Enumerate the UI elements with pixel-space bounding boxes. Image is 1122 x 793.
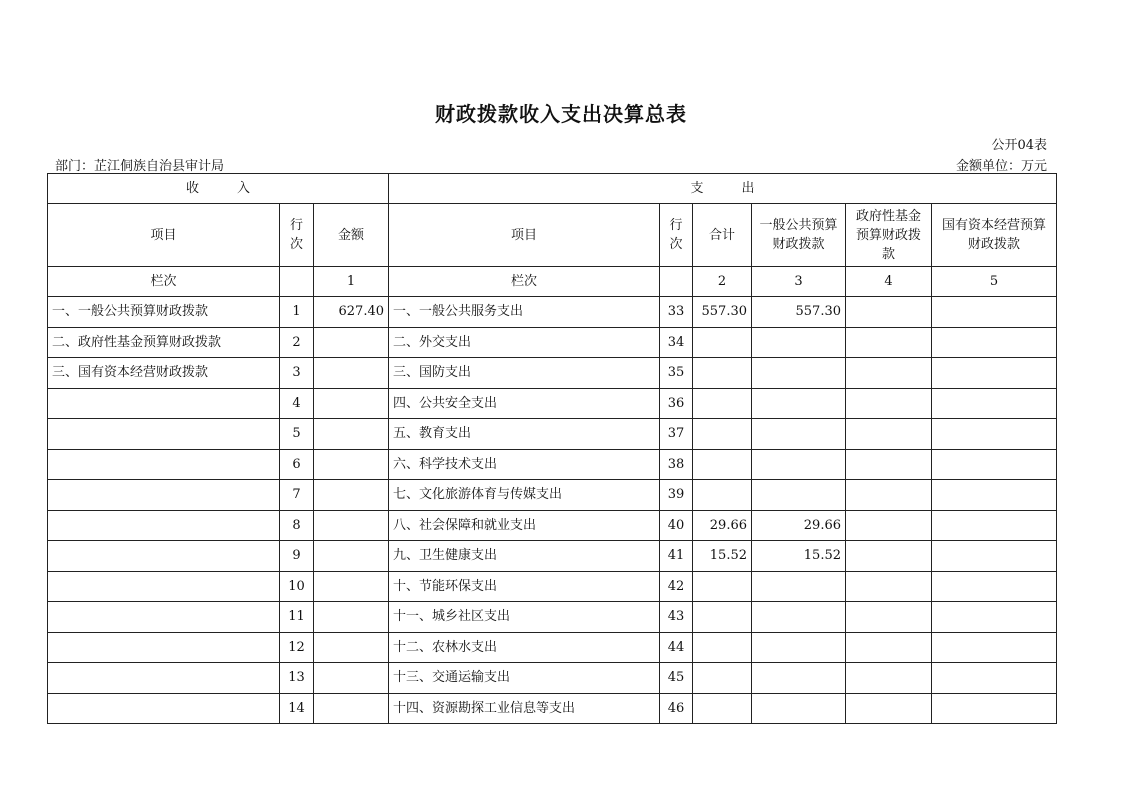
expense-row-no-cell: 37 — [660, 419, 693, 450]
income-row-no-cell: 9 — [280, 541, 314, 572]
income-amount-cell — [314, 327, 389, 358]
expense-row-no-cell: 45 — [660, 663, 693, 694]
income-item-cell — [48, 480, 280, 511]
state-capital-cell — [932, 663, 1057, 694]
gov-fund-cell — [846, 327, 932, 358]
gov-fund-cell — [846, 419, 932, 450]
gov-fund-cell — [846, 510, 932, 541]
income-row-no-cell: 4 — [280, 388, 314, 419]
expense-row-no-cell: 42 — [660, 571, 693, 602]
general-budget-cell — [752, 602, 846, 633]
income-amount-cell — [314, 510, 389, 541]
column-index-capital: 5 — [932, 267, 1057, 297]
gov-fund-cell — [846, 602, 932, 633]
expense-row-no-cell: 46 — [660, 693, 693, 724]
gov-fund-cell — [846, 541, 932, 572]
table-row — [48, 419, 1057, 450]
state-capital-cell — [932, 449, 1057, 480]
state-capital-cell — [932, 571, 1057, 602]
expense-row-no-cell: 39 — [660, 480, 693, 511]
table-row — [48, 327, 1057, 358]
expense-row-no-header: 行次 — [660, 204, 693, 267]
table-row — [48, 632, 1057, 663]
income-item-cell — [48, 693, 280, 724]
expense-item-cell: 七、文化旅游体育与传媒支出 — [389, 480, 660, 511]
income-item-cell — [48, 632, 280, 663]
income-item-cell — [48, 510, 280, 541]
state-capital-cell — [932, 419, 1057, 450]
expense-item-cell: 十、节能环保支出 — [389, 571, 660, 602]
income-amount-cell — [314, 602, 389, 633]
income-amount-cell — [314, 449, 389, 480]
income-item-header: 项目 — [48, 204, 280, 267]
table-row — [48, 602, 1057, 633]
table-row — [48, 510, 1057, 541]
column-index-general: 3 — [752, 267, 846, 297]
page-title: 财政拨款收入支出决算总表 — [435, 102, 687, 126]
gov-fund-cell — [846, 632, 932, 663]
total-cell — [693, 632, 752, 663]
income-amount-cell — [314, 693, 389, 724]
income-amount-cell: 627.40 — [314, 297, 389, 328]
column-index-blank — [660, 267, 693, 297]
income-row-no-cell: 3 — [280, 358, 314, 389]
income-amount-cell — [314, 541, 389, 572]
expense-item-cell: 三、国防支出 — [389, 358, 660, 389]
income-item-cell — [48, 602, 280, 633]
gov-fund-cell — [846, 571, 932, 602]
income-row-no-cell: 13 — [280, 663, 314, 694]
gov-fund-cell — [846, 663, 932, 694]
column-index-total: 2 — [693, 267, 752, 297]
expense-row-no-cell: 34 — [660, 327, 693, 358]
gov-fund-header: 政府性基金预算财政拨款 — [846, 204, 932, 267]
table-row — [48, 480, 1057, 511]
income-row-no-cell: 1 — [280, 297, 314, 328]
income-section-header: 收入 — [48, 174, 389, 204]
income-amount-cell — [314, 358, 389, 389]
table-row — [48, 541, 1057, 572]
total-cell: 29.66 — [693, 510, 752, 541]
state-capital-header: 国有资本经营预算财政拨款 — [932, 204, 1057, 267]
expense-item-cell: 六、科学技术支出 — [389, 449, 660, 480]
general-budget-cell — [752, 388, 846, 419]
form-number: 公开04表 — [991, 138, 1047, 153]
general-budget-cell: 29.66 — [752, 510, 846, 541]
income-row-no-header: 行次 — [280, 204, 314, 267]
state-capital-cell — [932, 388, 1057, 419]
income-amount-cell — [314, 419, 389, 450]
income-row-no-cell: 12 — [280, 632, 314, 663]
state-capital-cell — [932, 358, 1057, 389]
total-cell — [693, 327, 752, 358]
general-budget-header: 一般公共预算财政拨款 — [752, 204, 846, 267]
income-item-cell: 二、政府性基金预算财政拨款 — [48, 327, 280, 358]
budget-summary-table — [47, 173, 1057, 724]
gov-fund-cell — [846, 297, 932, 328]
expense-item-cell: 二、外交支出 — [389, 327, 660, 358]
state-capital-cell — [932, 327, 1057, 358]
general-budget-cell — [752, 571, 846, 602]
income-row-no-cell: 14 — [280, 693, 314, 724]
expense-row-no-cell: 36 — [660, 388, 693, 419]
gov-fund-cell — [846, 388, 932, 419]
general-budget-cell — [752, 327, 846, 358]
table-row — [48, 571, 1057, 602]
total-cell — [693, 602, 752, 633]
general-budget-cell — [752, 632, 846, 663]
income-row-no-cell: 2 — [280, 327, 314, 358]
expense-item-cell: 十一、城乡社区支出 — [389, 602, 660, 633]
total-cell: 15.52 — [693, 541, 752, 572]
expense-item-cell: 十三、交通运输支出 — [389, 663, 660, 694]
income-amount-cell — [314, 632, 389, 663]
general-budget-cell — [752, 693, 846, 724]
total-cell — [693, 449, 752, 480]
state-capital-cell — [932, 297, 1057, 328]
income-item-cell — [48, 388, 280, 419]
state-capital-cell — [932, 480, 1057, 511]
expense-item-cell: 十四、资源勘探工业信息等支出 — [389, 693, 660, 724]
expense-item-header: 项目 — [389, 204, 660, 267]
state-capital-cell — [932, 541, 1057, 572]
general-budget-cell — [752, 480, 846, 511]
general-budget-cell: 15.52 — [752, 541, 846, 572]
total-cell — [693, 663, 752, 694]
income-amount-header: 金额 — [314, 204, 389, 267]
state-capital-cell — [932, 632, 1057, 663]
column-index-blank — [280, 267, 314, 297]
total-cell — [693, 480, 752, 511]
expense-item-cell: 一、一般公共服务支出 — [389, 297, 660, 328]
gov-fund-cell — [846, 358, 932, 389]
total-cell — [693, 693, 752, 724]
column-index-label-left: 栏次 — [48, 267, 280, 297]
general-budget-cell — [752, 663, 846, 694]
income-row-no-cell: 7 — [280, 480, 314, 511]
expense-item-cell: 四、公共安全支出 — [389, 388, 660, 419]
table-row — [48, 388, 1057, 419]
income-row-no-cell: 10 — [280, 571, 314, 602]
table-row — [48, 449, 1057, 480]
income-row-no-cell: 5 — [280, 419, 314, 450]
general-budget-cell — [752, 449, 846, 480]
income-item-cell — [48, 419, 280, 450]
column-index-amount: 1 — [314, 267, 389, 297]
expense-row-no-cell: 44 — [660, 632, 693, 663]
table-row — [48, 358, 1057, 389]
expense-item-cell: 五、教育支出 — [389, 419, 660, 450]
gov-fund-cell — [846, 449, 932, 480]
gov-fund-cell — [846, 693, 932, 724]
income-item-cell — [48, 663, 280, 694]
expense-item-cell: 九、卫生健康支出 — [389, 541, 660, 572]
total-cell: 557.30 — [693, 297, 752, 328]
expense-row-no-cell: 43 — [660, 602, 693, 633]
total-cell — [693, 571, 752, 602]
gov-fund-cell — [846, 480, 932, 511]
income-amount-cell — [314, 388, 389, 419]
department-label: 部门：芷江侗族自治县审计局 — [55, 159, 225, 174]
expense-row-no-cell: 35 — [660, 358, 693, 389]
general-budget-cell — [752, 358, 846, 389]
income-amount-cell — [314, 571, 389, 602]
income-row-no-cell: 8 — [280, 510, 314, 541]
expense-row-no-cell: 41 — [660, 541, 693, 572]
table-row — [48, 693, 1057, 724]
column-index-label-right: 栏次 — [389, 267, 660, 297]
income-row-no-cell: 11 — [280, 602, 314, 633]
total-cell — [693, 419, 752, 450]
table-row — [48, 297, 1057, 328]
state-capital-cell — [932, 510, 1057, 541]
income-amount-cell — [314, 480, 389, 511]
total-header: 合计 — [693, 204, 752, 267]
total-cell — [693, 388, 752, 419]
expense-section-header: 支出 — [389, 174, 1057, 204]
amount-unit-label: 金额单位：万元 — [955, 159, 1047, 174]
table-row — [48, 663, 1057, 694]
income-row-no-cell: 6 — [280, 449, 314, 480]
income-item-cell: 一、一般公共预算财政拨款 — [48, 297, 280, 328]
general-budget-cell: 557.30 — [752, 297, 846, 328]
state-capital-cell — [932, 693, 1057, 724]
income-item-cell — [48, 571, 280, 602]
expense-row-no-cell: 38 — [660, 449, 693, 480]
expense-row-no-cell: 40 — [660, 510, 693, 541]
general-budget-cell — [752, 419, 846, 450]
income-item-cell: 三、国有资本经营财政拨款 — [48, 358, 280, 389]
expense-item-cell: 十二、农林水支出 — [389, 632, 660, 663]
state-capital-cell — [932, 602, 1057, 633]
total-cell — [693, 358, 752, 389]
expense-item-cell: 八、社会保障和就业支出 — [389, 510, 660, 541]
income-amount-cell — [314, 663, 389, 694]
income-item-cell — [48, 449, 280, 480]
expense-row-no-cell: 33 — [660, 297, 693, 328]
column-index-fund: 4 — [846, 267, 932, 297]
income-item-cell — [48, 541, 280, 572]
